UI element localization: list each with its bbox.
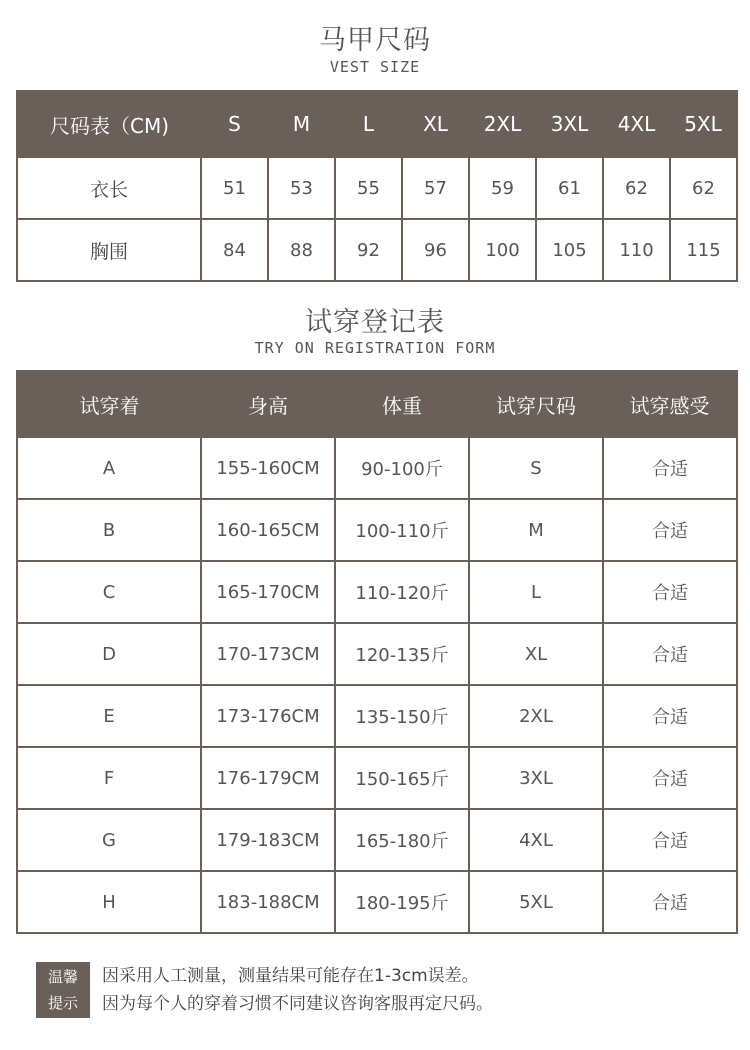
table-cell: 4XL [469,809,603,871]
table-cell: 51 [201,157,268,219]
table-cell: 110-120斤 [335,561,469,623]
table-cell: 88 [268,219,335,281]
size-header-cell: 5XL [670,91,737,157]
table-cell: 135-150斤 [335,685,469,747]
size-table-header [17,91,737,157]
tester-cell: F [17,747,201,809]
table-cell: 57 [402,157,469,219]
try-on-title: 试穿登记表 [305,307,445,338]
table-cell: 合适 [603,437,737,499]
size-header-cell: M [268,91,335,157]
tester-cell: D [17,623,201,685]
table-row [17,561,737,623]
table-cell: 180-195斤 [335,871,469,933]
table-cell: 合适 [603,623,737,685]
table-row [17,219,737,281]
table-row [17,809,737,871]
table-row [17,437,737,499]
table-cell: 90-100斤 [335,437,469,499]
table-cell: 160-165CM [201,499,335,561]
table-row [17,871,737,933]
table-cell: 173-176CM [201,685,335,747]
table-cell: 62 [670,157,737,219]
table-cell: 105 [536,219,603,281]
table-cell: 92 [335,219,402,281]
table-cell: S [469,437,603,499]
table-cell: 84 [201,219,268,281]
tester-cell: H [17,871,201,933]
table-cell: 59 [469,157,536,219]
tester-cell: C [17,561,201,623]
tip-badge-line1: 温馨 [47,968,78,986]
table-cell: 合适 [603,747,737,809]
tester-cell: B [17,499,201,561]
vest-size-subtitle: VEST SIZE [329,58,421,76]
tip-badge-line2: 提示 [47,994,78,1012]
table-cell: 合适 [603,871,737,933]
table-cell: 3XL [469,747,603,809]
table-cell: XL [469,623,603,685]
table-cell: 2XL [469,685,603,747]
table-row [17,499,737,561]
tester-cell: G [17,809,201,871]
table-cell: 165-180斤 [335,809,469,871]
row-label: 胸围 [17,219,201,281]
try-header-cell: 体重 [335,371,469,437]
try-on-table [16,370,738,934]
try-header-cell: 试穿着 [17,371,201,437]
table-cell: L [469,561,603,623]
try-on-subtitle: TRY ON REGISTRATION FORM [254,339,496,357]
table-row [17,747,737,809]
table-cell: 合适 [603,685,737,747]
table-cell: 62 [603,157,670,219]
table-cell: 183-188CM [201,871,335,933]
size-header-cell: 2XL [469,91,536,157]
tester-cell: A [17,437,201,499]
tip-badge [36,962,90,1018]
table-row [17,623,737,685]
vest-size-title: 马甲尺码 [319,25,431,56]
try-header-cell: 试穿尺码 [469,371,603,437]
table-cell: 165-170CM [201,561,335,623]
try-table-header [17,371,737,437]
size-header-cell: 3XL [536,91,603,157]
table-row [17,685,737,747]
tip-line-1: 因采用人工测量，测量结果可能存在1-3cm误差。 [102,966,479,986]
row-label: 衣长 [17,157,201,219]
table-cell: 110 [603,219,670,281]
size-header-cell: 4XL [603,91,670,157]
table-cell: M [469,499,603,561]
table-cell: 61 [536,157,603,219]
tip-line-2: 因为每个人的穿着习惯不同建议咨询客服再定尺码。 [102,994,493,1014]
table-cell: 合适 [603,561,737,623]
table-cell: 176-179CM [201,747,335,809]
tip-text [102,962,493,1018]
table-cell: 155-160CM [201,437,335,499]
table-cell: 170-173CM [201,623,335,685]
table-cell: 120-135斤 [335,623,469,685]
table-cell: 96 [402,219,469,281]
size-table [16,90,738,282]
table-row [17,157,737,219]
size-header-cell: XL [402,91,469,157]
table-cell: 53 [268,157,335,219]
size-header-cell: L [335,91,402,157]
size-header-cell: S [201,91,268,157]
table-cell: 115 [670,219,737,281]
table-cell: 100 [469,219,536,281]
table-cell: 100-110斤 [335,499,469,561]
table-cell: 55 [335,157,402,219]
table-cell: 合适 [603,499,737,561]
tester-cell: E [17,685,201,747]
table-cell: 合适 [603,809,737,871]
size-header-cell: 尺码表（CM) [17,91,201,157]
try-header-cell: 身高 [201,371,335,437]
try-table-body [17,437,737,933]
table-cell: 179-183CM [201,809,335,871]
table-cell: 150-165斤 [335,747,469,809]
try-header-cell: 试穿感受 [603,371,737,437]
table-cell: 5XL [469,871,603,933]
